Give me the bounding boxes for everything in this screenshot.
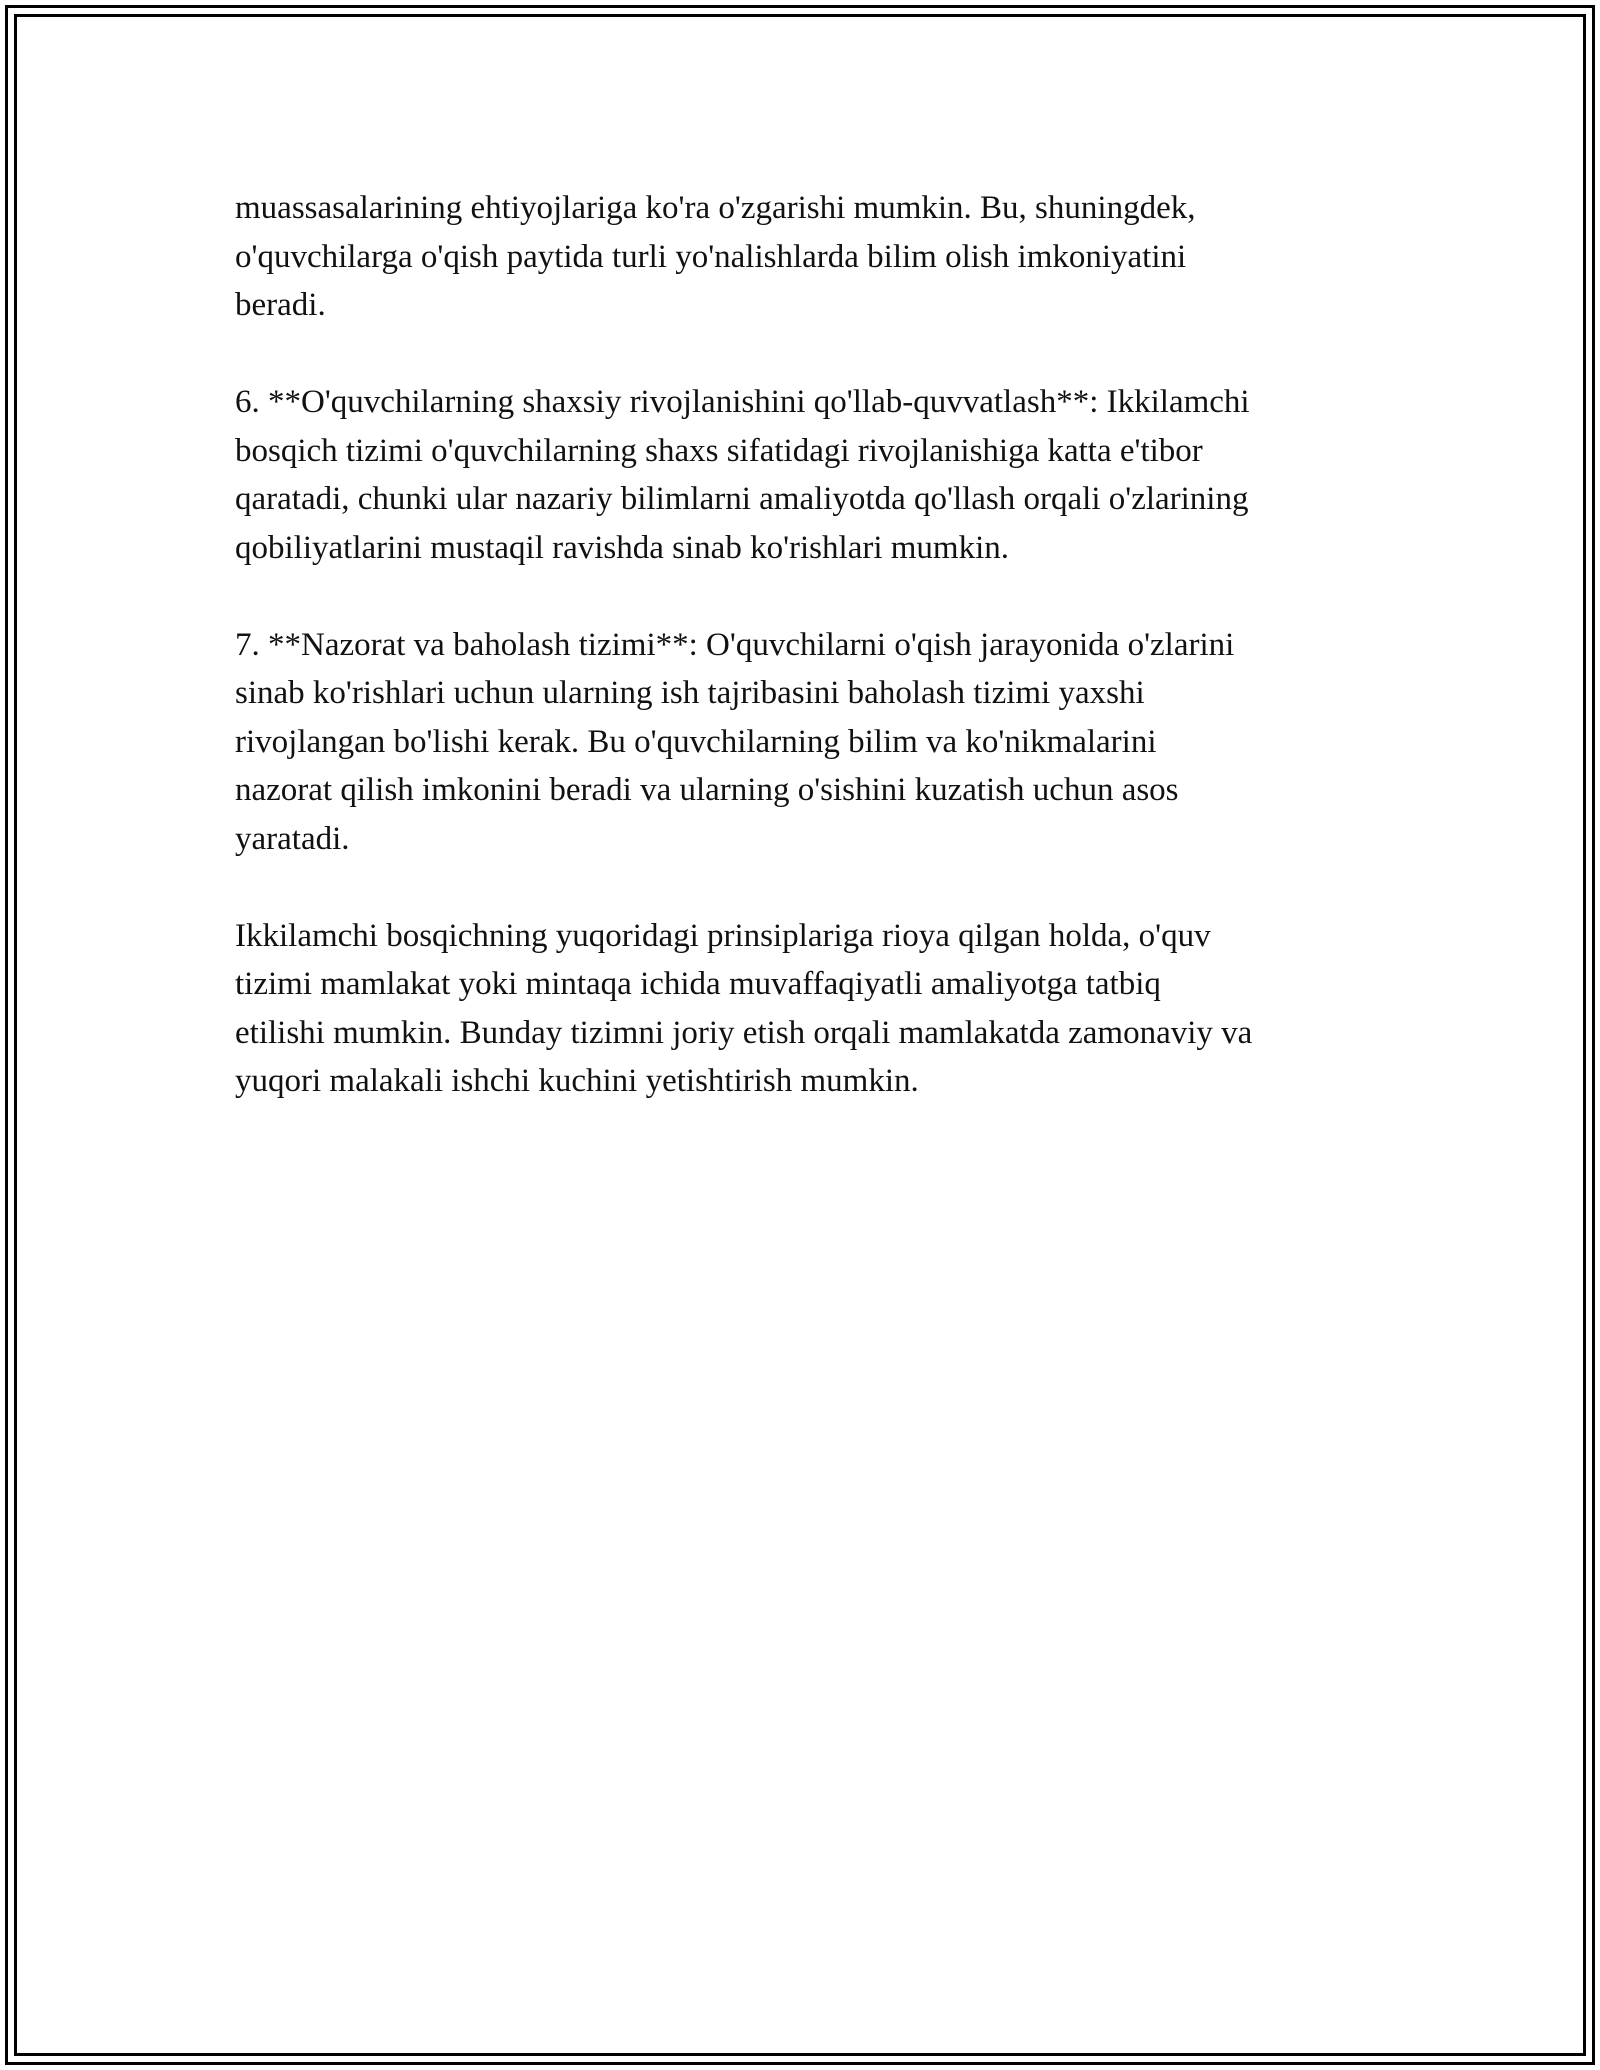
paragraph-continuation: muassasalarining ehtiyojlariga ko'ra o'zgarishi mumkin. Bu, shuningdek, o'quvchilarga o'qish paytida turli yo'nalishlarda bilim olish imkoniyatini beradi. xyxy=(235,190,1196,323)
paragraph-conclusion: Ikkilamchi bosqichning yuqoridagi prinsiplariga rioya qilgan holda, o'quv tizimi mamlakat yoki mintaqa ichida muvaffaqiyatli amaliyotga tatbiq etilishi mumkin. Bunday tizimni joriy etish orqali mamlakatda zamonaviy va yuqori malakali ishchi kuchini yetishtirish mumkin. xyxy=(235,917,1253,1099)
document-body xyxy=(235,184,1385,1154)
paragraph-item-7: 7. **Nazorat va baholash tizimi**: O'quvchilarni o'qish jarayonida o'zlarini sinab ko'rishlari uchun ularning ish tajribasini baholash tizimi yaxshi rivojlangan bo'lishi kerak. Bu o'quvchilarning bilim va ko'nikmalarini nazorat qilish imkonini beradi va ularning o'sishini kuzatish uchun asos yaratadi. xyxy=(235,626,1235,857)
paragraph-item-6: 6. **O'quvchilarning shaxsiy rivojlanishini qo'llab-quvvatlash**: Ikkilamchi bosqich tizimi o'quvchilarning shaxs sifatidagi rivojlanishiga katta e'tibor qaratadi, chunki ular nazariy bilimlarni amaliyotda qo'llash orqali o'zlarining qobiliyatlarini mustaqil ravishda sinab ko'rishlari mumkin. xyxy=(235,384,1250,566)
